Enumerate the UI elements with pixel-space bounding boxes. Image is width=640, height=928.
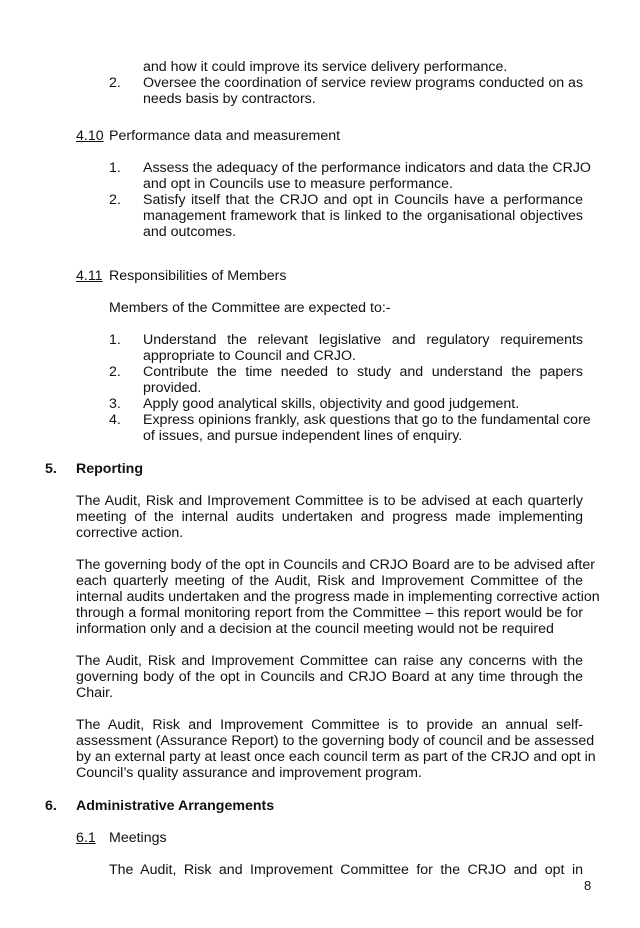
paragraph-line: internal audits undertaken and the progress made in implementing corrective action xyxy=(76,589,600,605)
section-number: 5. xyxy=(45,461,57,477)
list-item-number: 4. xyxy=(109,412,121,428)
list-item-text: provided. xyxy=(143,380,202,396)
paragraph-line: by an external party at least once each council term as part of the CRJO and opt in xyxy=(76,749,596,765)
list-item-number: 3. xyxy=(109,396,121,412)
section-heading: Reporting xyxy=(76,461,143,477)
intro-line: and how it could improve its service delivery performance. xyxy=(143,59,508,75)
list-item-text: and opt in Councils use to measure performance. xyxy=(143,176,453,192)
subsection-number: 6.1 xyxy=(76,830,96,846)
paragraph: Members of the Committee are expected to:- xyxy=(109,300,391,316)
section-heading: Performance data and measurement xyxy=(109,128,341,144)
list-item-text: appropriate to Council and CRJO. xyxy=(143,348,356,364)
list-item-number: 2. xyxy=(109,75,121,91)
list-item-text: of issues, and pursue independent lines of enquiry. xyxy=(143,428,463,444)
section-number: 6. xyxy=(45,798,57,814)
list-item-text: and outcomes. xyxy=(143,224,237,240)
paragraph-line: meeting of the internal audits undertaken and progress made implementing xyxy=(76,509,583,525)
section-number: 4.10 xyxy=(76,128,104,144)
paragraph-line: governing body of the opt in Councils and CRJO Board at any time through the xyxy=(76,669,583,685)
paragraph-line: The Audit, Risk and Improvement Committee for the CRJO and opt in xyxy=(109,862,583,878)
paragraph-line: The Audit, Risk and Improvement Committee is to provide an annual self- xyxy=(76,717,583,733)
list-item-text: needs basis by contractors. xyxy=(143,91,316,107)
paragraph-line: The Audit, Risk and Improvement Committee can raise any concerns with the xyxy=(76,653,583,669)
list-item-text: management framework that is linked to the organisational objectives xyxy=(143,208,583,224)
list-item-text: Assess the adequacy of the performance indicators and data the CRJO xyxy=(143,160,591,176)
list-item-number: 2. xyxy=(109,192,121,208)
paragraph-line: corrective action. xyxy=(76,525,184,541)
list-item-text: Express opinions frankly, ask questions that go to the fundamental core xyxy=(143,412,591,428)
paragraph-line: through a formal monitoring report from the Committee – this report would be for xyxy=(76,605,583,621)
paragraph-line: assessment (Assurance Report) to the governing body of council and be assessed xyxy=(76,733,595,749)
list-item-text: Satisfy itself that the CRJO and opt in Councils have a performance xyxy=(143,192,583,208)
list-item-text: Apply good analytical skills, objectivity and good judgement. xyxy=(143,396,520,412)
paragraph-line: Council’s quality assurance and improvement program. xyxy=(76,765,422,781)
list-item-number: 1. xyxy=(109,160,121,176)
page-number: 8 xyxy=(584,878,592,893)
subsection-heading: Meetings xyxy=(109,830,167,846)
section-heading: Responsibilities of Members xyxy=(109,268,287,284)
section-heading: Administrative Arrangements xyxy=(76,798,275,814)
paragraph-line: The governing body of the opt in Councils and CRJO Board are to be advised after xyxy=(76,557,595,573)
paragraph-line: Chair. xyxy=(76,685,114,701)
list-item-text: Oversee the coordination of service review programs conducted on as xyxy=(143,75,584,91)
list-item-number: 1. xyxy=(109,332,121,348)
list-item-text: Contribute the time needed to study and understand the papers xyxy=(143,364,583,380)
section-number: 4.11 xyxy=(76,268,103,284)
paragraph-line: The Audit, Risk and Improvement Committee is to be advised at each quarterly xyxy=(76,493,583,509)
paragraph-line: information only and a decision at the council meeting would not be required xyxy=(76,621,554,637)
paragraph-line: each quarterly meeting of the Audit, Risk and Improvement Committee of the xyxy=(76,573,583,589)
list-item-number: 2. xyxy=(109,364,121,380)
list-item-text: Understand the relevant legislative and regulatory requirements xyxy=(143,332,583,348)
